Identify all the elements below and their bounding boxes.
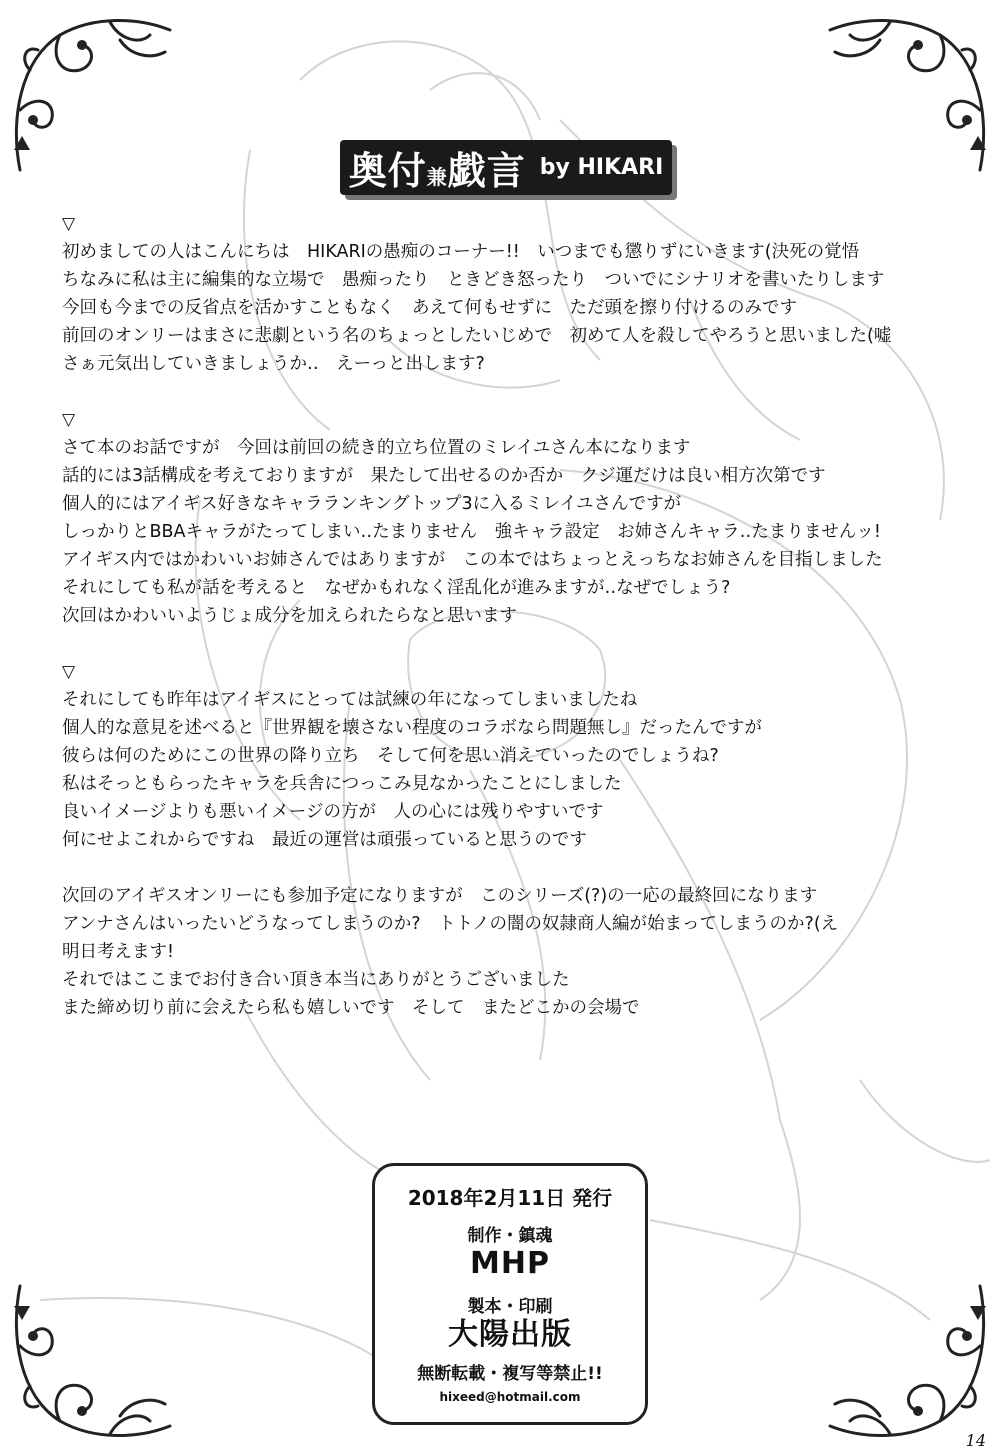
text-line: さて本のお話ですが 今回は前回の続き的立ち位置のミレイユさん本になります (62, 438, 691, 458)
ornament-corner-icon (0, 0, 190, 190)
ornament-corner-icon (810, 1266, 1000, 1456)
text-line: 話的には3話構成を考えておりますが 果たして出せるのか否か クジ運だけは良い相方次第です (62, 466, 826, 486)
triangle-marker-icon: ▽ (62, 410, 76, 430)
printer-name: 大陽出版 (448, 1317, 572, 1352)
page-number: 14 (965, 1431, 986, 1450)
text-line: しっかりとBBAキャラがたってしまい‥たまりません 強キャラ設定 お姉さんキャラ‥たまりませんッ! (62, 522, 881, 542)
paragraph-gap (62, 378, 962, 406)
copyright-warning: 無断転載・複写等禁止!! (417, 1364, 603, 1384)
triangle-marker-icon: ▽ (62, 214, 76, 234)
text-line: 次回のアイギスオンリーにも参加予定になりますが このシリーズ(?)の一応の最終回になります (62, 886, 818, 906)
text-line: それにしても昨年はアイギスにとっては試練の年になってしまいましたね (62, 690, 638, 710)
text-line: 良いイメージよりも悪いイメージの方が 人の心には残りやすいです (62, 802, 604, 822)
text-line: 前回のオンリーはまさに悲劇という名のちょっとしたいじめで 初めて人を殺してやろうと思いました(嘘 (62, 326, 892, 346)
title-banner (340, 140, 672, 195)
text-line: 個人的な意見を述べると『世界観を壊さない程度のコラボなら問題無し』だったんですが (62, 718, 762, 738)
afterword-body (62, 210, 962, 1022)
text-line: 明日考えます! (62, 942, 175, 962)
text-line: 次回はかわいいようじょ成分を加えられたらなと思います (62, 606, 517, 626)
triangle-marker-icon: ▽ (62, 662, 76, 682)
text-line: それにしても私が話を考えると なぜかもれなく淫乱化が進みますが‥なぜでしょう? (62, 578, 731, 598)
publish-date: 2018年2月11日 発行 (407, 1186, 613, 1210)
text-line: さぁ元気出していきましょうか‥ えーっと出します? (62, 354, 485, 374)
paragraph-gap (62, 854, 962, 882)
text-line: ちなみに私は主に編集的な立場で 愚痴ったり ときどき怒ったり ついでにシナリオを書いたりします (62, 270, 885, 290)
circle-name: MHP (470, 1246, 550, 1281)
text-line: 今回も今までの反省点を活かすこともなく あえて何もせずに ただ頭を擦り付けるのみです (62, 298, 797, 318)
text-line: 個人的にはアイギス好きなキャラランキングトップ3に入るミレイユさんですが (62, 494, 682, 514)
text-line: アンナさんはいったいどうなってしまうのか? トトノの闇の奴隷商人編が始まってしまうのか?(え (62, 914, 839, 934)
ornament-corner-icon (0, 1266, 190, 1456)
production-label: 制作・鎮魂 (467, 1226, 553, 1246)
text-line: 私はそっともらったキャラを兵舎につっこみ見なかったことにしました (62, 774, 622, 794)
text-line: 何にせよこれからですね 最近の運営は頑張っていると思うのです (62, 830, 587, 850)
text-line: アイギス内ではかわいいお姉さんではありますが この本ではちょっとえっちなお姉さんを目指しました (62, 550, 883, 570)
text-line: また締め切り前に会えたら私も嬉しいです そして またどこかの会場で (62, 998, 640, 1018)
ornament-corner-icon (810, 0, 1000, 190)
text-line: それではここまでお付き合い頂き本当にありがとうございました (62, 970, 570, 990)
text-line: 初めましての人はこんにちは HIKARIの愚痴のコーナー!! いつまでも懲りずにいきます(決死の覚悟 (62, 242, 860, 262)
print-label: 製本・印刷 (467, 1297, 553, 1317)
author-byline: by HIKARI (539, 155, 664, 180)
page-title: 奥付兼戯言 (348, 149, 526, 193)
paragraph-gap (62, 630, 962, 658)
text-line: 彼らは何のためにこの世界の降り立ち そして何を思い消えていったのでしょうね? (62, 746, 719, 766)
contact-email: hixeed@hotmail.com (439, 1390, 581, 1404)
colophon-box (372, 1163, 648, 1425)
